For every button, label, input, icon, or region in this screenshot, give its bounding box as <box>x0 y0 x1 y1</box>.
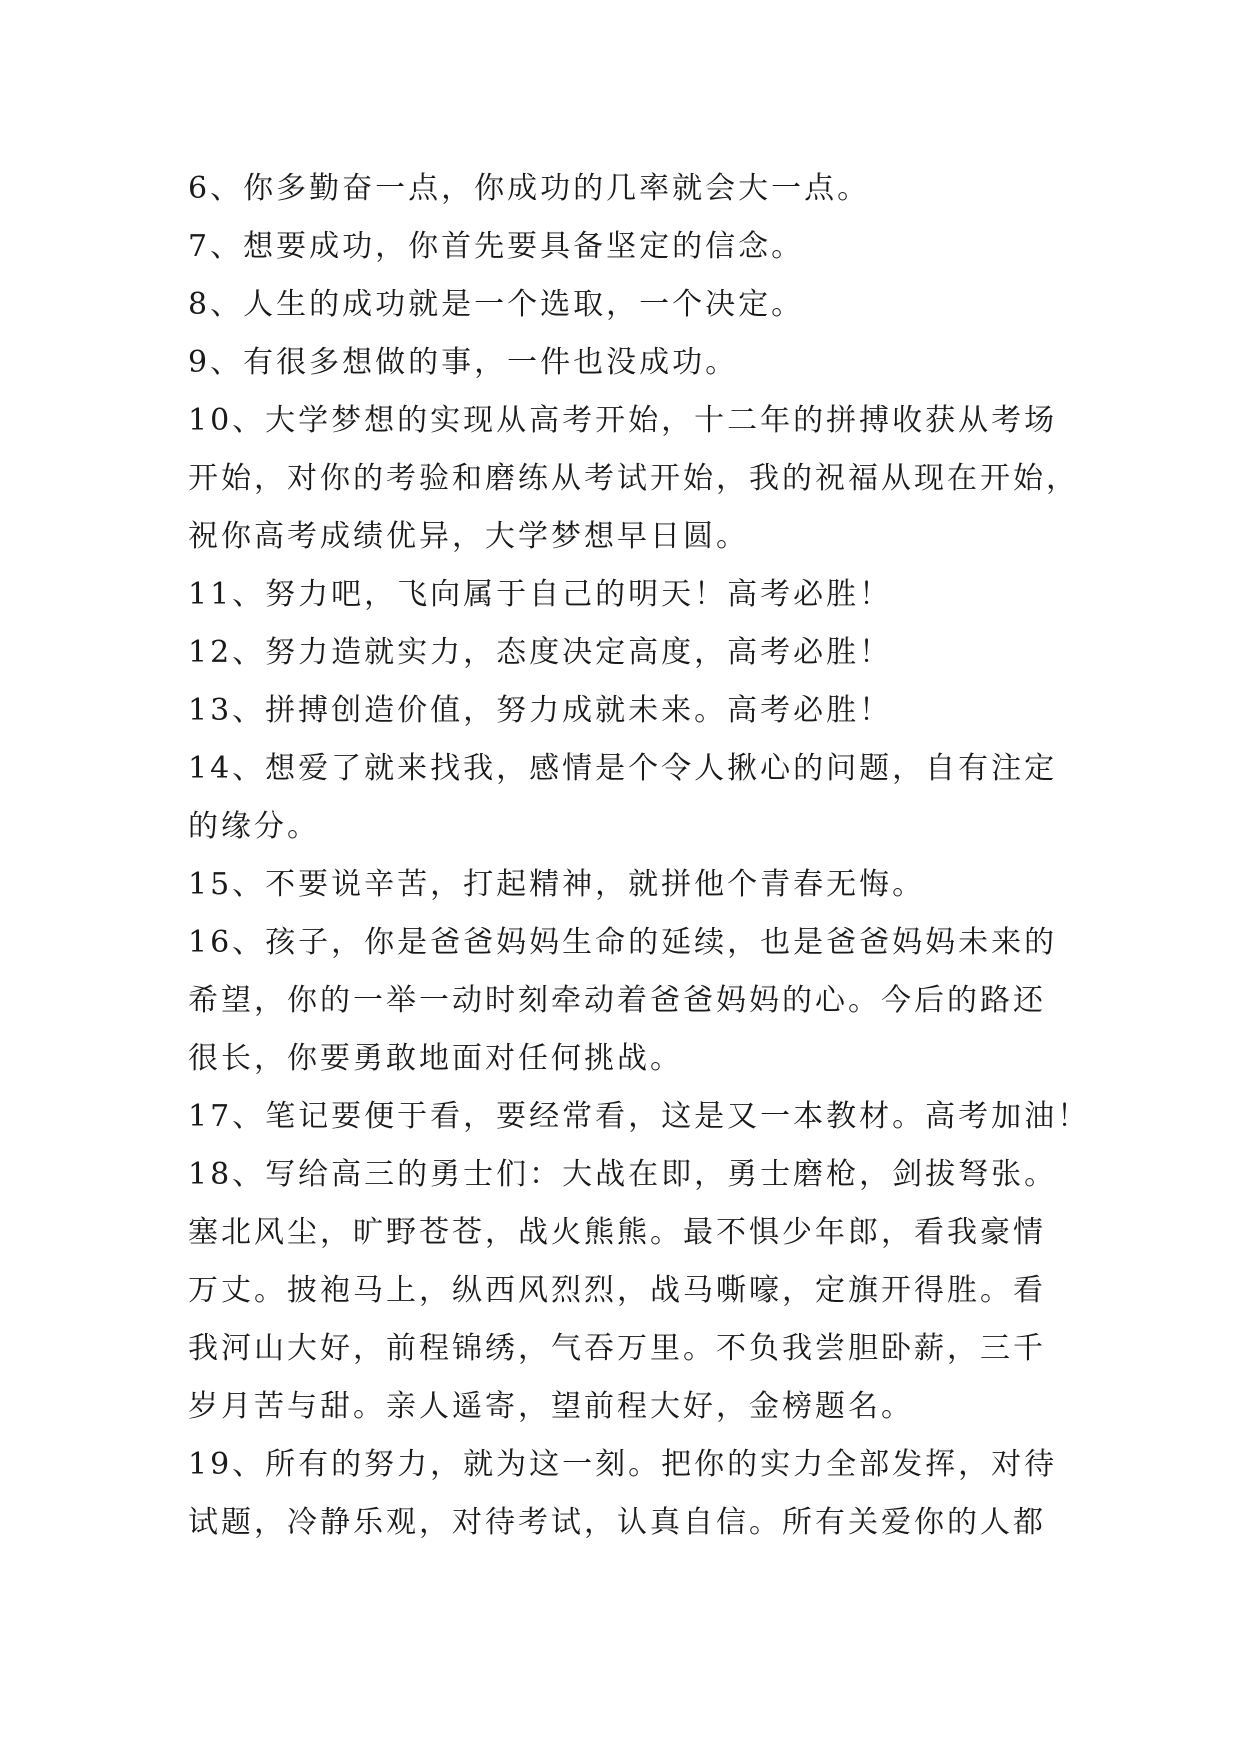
text-line: 7、想要成功，你首先要具备坚定的信念。 <box>188 229 805 264</box>
text-line: 13、拼搏创造价值，努力成就未来。高考必胜！ <box>188 693 893 728</box>
text-line: 16、孩子，你是爸爸妈妈生命的延续，也是爸爸妈妈未来的 <box>188 925 1058 960</box>
text-line: 17、笔记要便于看，要经常看，这是又一本教材。高考加油！ <box>188 1099 1091 1134</box>
text-line: 我河山大好，前程锦绣，气吞万里。不负我尝胆卧薪，三千 <box>188 1331 1046 1366</box>
text-line: 万丈。披袍马上，纵西风烈烈，战马嘶嚎，定旗开得胜。看 <box>188 1273 1046 1308</box>
text-line: 岁月苦与甜。亲人遥寄，望前程大好，金榜题名。 <box>188 1389 914 1424</box>
text-line: 很长，你要勇敢地面对任何挑战。 <box>188 1041 683 1076</box>
text-line: 试题，冷静乐观，对待考试，认真自信。所有关爱你的人都 <box>188 1505 1046 1540</box>
text-line: 的缘分。 <box>188 809 320 844</box>
document-body <box>188 160 1091 1552</box>
text-line: 6、你多勤奋一点，你成功的几率就会大一点。 <box>188 171 871 206</box>
text-line: 12、努力造就实力，态度决定高度，高考必胜！ <box>188 635 893 670</box>
text-line: 15、不要说辛苦，打起精神，就拼他个青春无悔。 <box>188 867 926 902</box>
text-line: 10、大学梦想的实现从高考开始，十二年的拼搏收获从考场 <box>188 403 1058 438</box>
text-line: 11、努力吧，飞向属于自己的明天！高考必胜！ <box>188 577 893 612</box>
text-line: 14、想爱了就来找我，感情是个令人揪心的问题，自有注定 <box>188 751 1058 786</box>
text-line: 9、有很多想做的事，一件也没成功。 <box>188 345 739 380</box>
text-line: 开始，对你的考验和磨练从考试开始，我的祝福从现在开始， <box>188 461 1079 496</box>
text-line: 19、所有的努力，就为这一刻。把你的实力全部发挥，对待 <box>188 1447 1058 1482</box>
text-line: 祝你高考成绩优异，大学梦想早日圆。 <box>188 519 749 554</box>
text-line: 希望，你的一举一动时刻牵动着爸爸妈妈的心。今后的路还 <box>188 983 1046 1018</box>
text-line: 18、写给高三的勇士们：大战在即，勇士磨枪，剑拔弩张。 <box>188 1157 1058 1192</box>
text-line: 8、人生的成功就是一个选取，一个决定。 <box>188 287 805 322</box>
text-line: 塞北风尘，旷野苍苍，战火熊熊。最不惧少年郎，看我豪情 <box>188 1215 1046 1250</box>
